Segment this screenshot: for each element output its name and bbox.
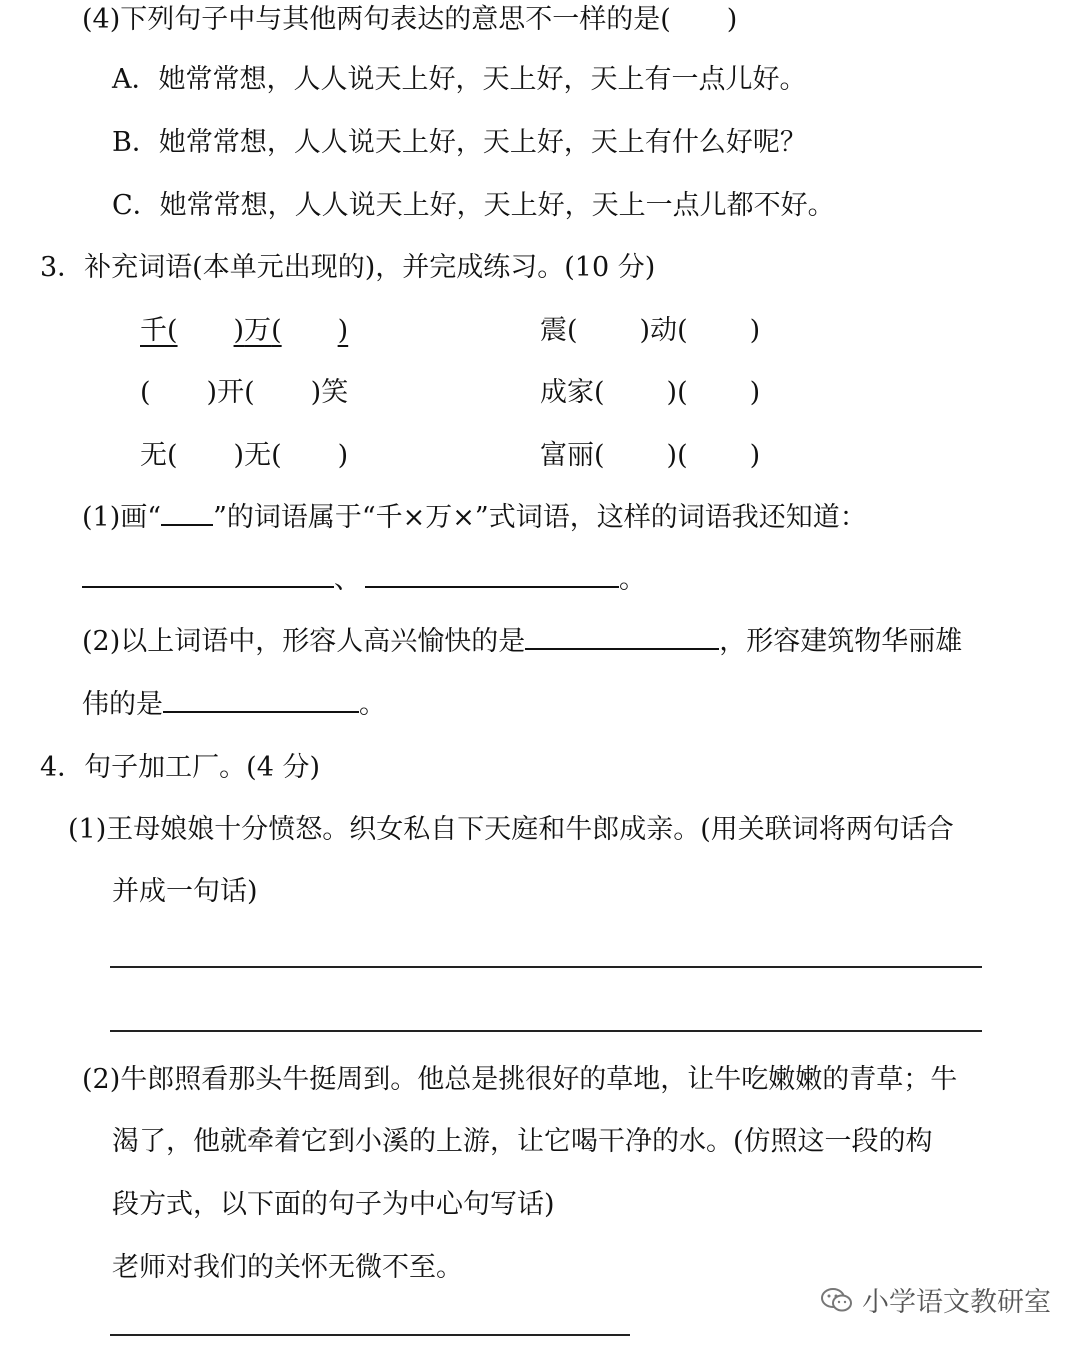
answer-blank-1[interactable] <box>82 560 334 588</box>
word-fu-li: 富丽( )( ) <box>540 440 761 471</box>
question-4-2-line3: 段方式，以下面的句子为中心句写话) <box>112 1189 555 1220</box>
question-4-2-line1: (2)牛郎照看那头牛挺周到。他总是挑很好的草地，让牛吃嫩嫩的青草；牛 <box>82 1064 958 1095</box>
question-2-4-stem: (4)下列句子中与其他两句表达的意思不一样的是( ) <box>82 4 738 35</box>
option-b: B．她常常想，人人说天上好，天上好，天上有什么好呢？ <box>112 127 807 158</box>
answer-blank-happy[interactable] <box>525 622 719 650</box>
answer-line-4-1-b[interactable] <box>110 1030 982 1032</box>
question-4-1-line2: 并成一句话) <box>112 876 258 907</box>
wechat-icon <box>820 1286 854 1314</box>
word-wu-wu: 无( )无( ) <box>140 440 349 471</box>
answer-blank-building[interactable] <box>163 685 359 713</box>
answer-line-4-1-a[interactable] <box>110 966 982 968</box>
option-a: A．她常常想，人人说天上好，天上好，天上有一点儿好。 <box>112 64 807 95</box>
watermark-text: 小学语文教研室 <box>862 1287 1051 1318</box>
question-4-2-line2: 渴了，他就牵着它到小溪的上游，让它喝干净的水。(仿照这一段的构 <box>112 1126 933 1157</box>
question-4-title: 4．句子加工厂。(4 分) <box>40 752 321 783</box>
center-sentence: 老师对我们的关怀无微不至。 <box>112 1252 463 1283</box>
question-3-title: 3．补充词语(本单元出现的)，并完成练习。(10 分) <box>40 252 656 283</box>
word-cheng-jia: 成家( )( ) <box>540 377 761 408</box>
question-3-2-line2: 伟的是 。 <box>82 685 386 725</box>
answer-line-4-2[interactable] <box>110 1334 630 1336</box>
option-c: C．她常常想，人人说天上好，天上好，天上一点儿都不好。 <box>112 190 835 221</box>
answer-blank-2[interactable] <box>365 560 619 588</box>
question-3-1: (1)画“ ”的词语属于“千×万×”式词语，这样的词语我还知道： <box>82 498 867 538</box>
question-4-1-line1: (1)王母娘娘十分愤怒。织女私自下天庭和牛郎成亲。(用关联词将两句话合 <box>68 814 954 845</box>
word-kai-xiao: ( )开( )笑 <box>140 377 349 408</box>
underline-sample <box>161 498 213 526</box>
word-qian-wan: 千( )万( ) <box>140 315 349 346</box>
question-3-1-answer-line: 、 。 <box>82 560 646 600</box>
watermark <box>820 1280 1051 1319</box>
word-zhen-dong: 震( )动( ) <box>540 315 761 346</box>
question-3-2: (2)以上词语中，形容人高兴愉快的是 ，形容建筑物华丽雄 <box>82 622 962 662</box>
